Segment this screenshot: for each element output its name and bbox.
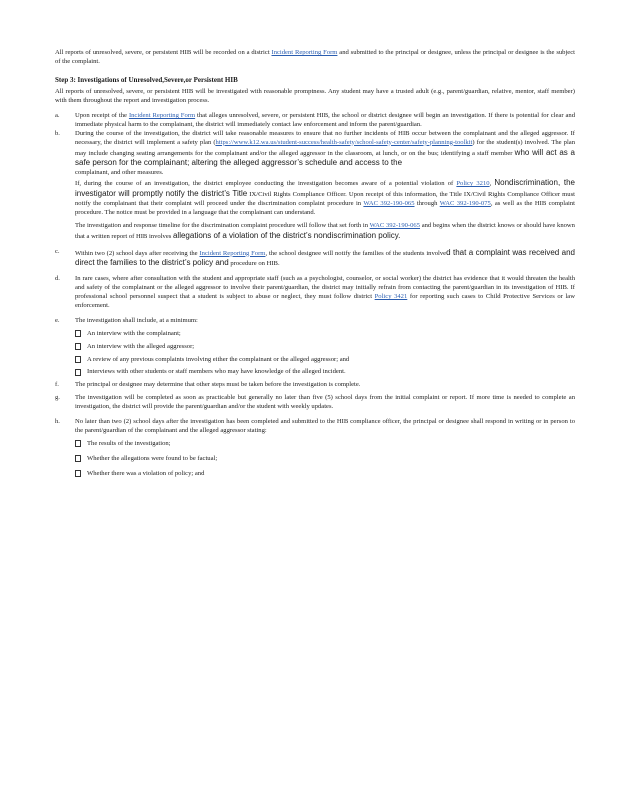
wac-392-190-065-link[interactable]: WAC 392-190-065 — [363, 200, 415, 208]
intro-paragraph: All reports of unresolved, severe, or persistent HIB will be recorded on a district Incident Reporting Form and submitted to the principal or designee, unless the principal or designee is the subject of the complaint. — [55, 49, 575, 65]
list-item-g: g. The investigation will be completed as soon as practicable but generally no later than five (5) school days from the initial complaint or report. If more time is needed to complete an investigation, the district will provide the parent/guardian and/or the student with weekly updates. — [55, 394, 575, 411]
list-item: A review of any previous complaints involving either the complainant or the alleged aggressor; and — [55, 356, 575, 365]
list-item-d: d. In rare cases, where after consultation with the student and appropriate staff (such as a psychologist, counselor, or social worker) the district has evidence that it would threaten the health and safety of the complainant or the alleged aggressor to involve their parent/guardian, the district may initially refrain from contacting the parent/guardian in its investigation of HIB. If professional school personnel suspect that a student is subject to abuse or neglect, they must follow district Policy 3421 for reporting such cases to Child Protective Services or law enforcement. — [55, 275, 575, 310]
list-item-h: h. No later than two (2) school days after the investigation has been completed and submitted to the HIB compliance officer, the principal or designee shall respond in writing or in person to the parent/guardian of the complainant and the alleged aggressor stating: — [55, 418, 575, 434]
list-item-b: b. During the course of the investigation, the district will take reasonable measures to ensure that no further incidents of HIB occur between the complainant and the alleged aggressor. If necessary, the district will implement a safety plan (https://www.k12.wa.us/student-success/health-safety/school-safety-center/safety-planning-toolkit) for the student(s) involved. The plan may include changing seating arrangements for the complainant and/or the alleged aggressor in the classroom, at lunch, or on the bus; identifying a staff member who will act as a safe person for the complainant; altering the alleged aggressor’s schedule and access to the complainant, and other measures. — [55, 129, 575, 177]
policy-3210-link[interactable]: Policy 3210 — [456, 180, 490, 188]
item-label: e. — [55, 316, 60, 324]
bullet-box-icon — [75, 343, 81, 350]
list-item: An interview with the complainant; — [55, 330, 575, 339]
item-b-paragraph-2: If, during the course of an investigation, the district employee conducting the investigation becomes aware of a potential violation of Policy 3210, Nondiscrimination, the investigator will promptly notify the district’s Title IX/Civil Rights Compliance Officer. Upon receipt of this information, the Title IX/Civil Rights Compliance Officer must notify the complainant that their complaint will proceed under the discrimination complaint procedure in WAC 392-190-065 through WAC 392-190-075, as well as the HIB complaint procedure. The notice must be provided in a language that the complainant can understand. The investigation and response timeline for the discrimination complaint procedure will follow that set forth in WAC 392-190-065 and begins when the district knows or should have known that a written report of HIB involves allegations of a violation of the district’s nondiscrimination policy. — [75, 178, 575, 240]
incident-reporting-form-link[interactable]: Incident Reporting Form — [199, 249, 266, 257]
incident-reporting-form-link[interactable]: Incident Reporting Form — [271, 49, 338, 56]
bullet-box-icon — [75, 440, 81, 447]
bullet-box-icon — [75, 470, 81, 477]
item-label: a. — [55, 112, 60, 119]
item-label: h. — [55, 418, 60, 426]
bullet-box-icon — [75, 369, 81, 376]
list-item-f: f. The principal or designee may determine that other steps must be taken before the investigation is complete. — [55, 381, 361, 389]
item-label: d. — [55, 275, 60, 283]
step3-heading: Step 3: Investigations of Unresolved,Severe,or Persistent HIB — [55, 75, 238, 84]
list-item-a: a. Upon receipt of the Incident Reporting Form that alleges unresolved, severe, or persistent HIB, the school or district designee will begin an investigation. If there is potential for clear and immediate physical harm to the complainant, the district will immediately contact law enforcement and inform the parent/guardian. — [55, 112, 575, 128]
incident-reporting-form-link[interactable]: Incident Reporting Form — [128, 112, 196, 119]
item-label: f. — [55, 381, 59, 389]
item-label: g. — [55, 394, 60, 402]
list-item: Whether there was a violation of policy; and — [55, 470, 575, 479]
item-label: b. — [55, 129, 60, 137]
wac-392-190-065-link[interactable]: WAC 392-190-065 — [369, 221, 421, 229]
safety-planning-toolkit-link[interactable]: https://www.k12.wa.us/student-success/health-safety/school-safety-center/safety-planning-toolkit — [215, 138, 473, 146]
step3-paragraph: All reports of unresolved, severe, or persistent HIB will be investigated with reasonable promptness. Any student may have a trusted adult (e.g., parent/guardian, relative, mentor, staff member) with them throughout the report and investigation process. — [55, 88, 575, 105]
wac-392-190-075-link[interactable]: WAC 392-190-075 — [439, 200, 491, 208]
list-item: An interview with the alleged aggressor; — [55, 343, 575, 352]
list-item: Interviews with other students or staff members who may have knowledge of the alleged incident. — [55, 368, 575, 377]
policy-3421-link[interactable]: Policy 3421 — [374, 293, 408, 301]
list-item: Whether the allegations were found to be factual; — [55, 455, 575, 464]
list-item: The results of the investigation; — [55, 440, 575, 449]
document-body — [55, 49, 575, 479]
bullet-box-icon — [75, 455, 81, 462]
bullet-box-icon — [75, 330, 81, 337]
item-label: c. — [55, 247, 60, 255]
list-item-e: e. The investigation shall include, at a minimum: — [55, 316, 198, 324]
bullet-box-icon — [75, 356, 81, 363]
list-item-c: c. Within two (2) school days after receiving the Incident Reporting Form, the school designee will notify the families of the students involved that a complaint was received and direct the families to the district’s policy and procedure on HIB. — [55, 247, 575, 268]
